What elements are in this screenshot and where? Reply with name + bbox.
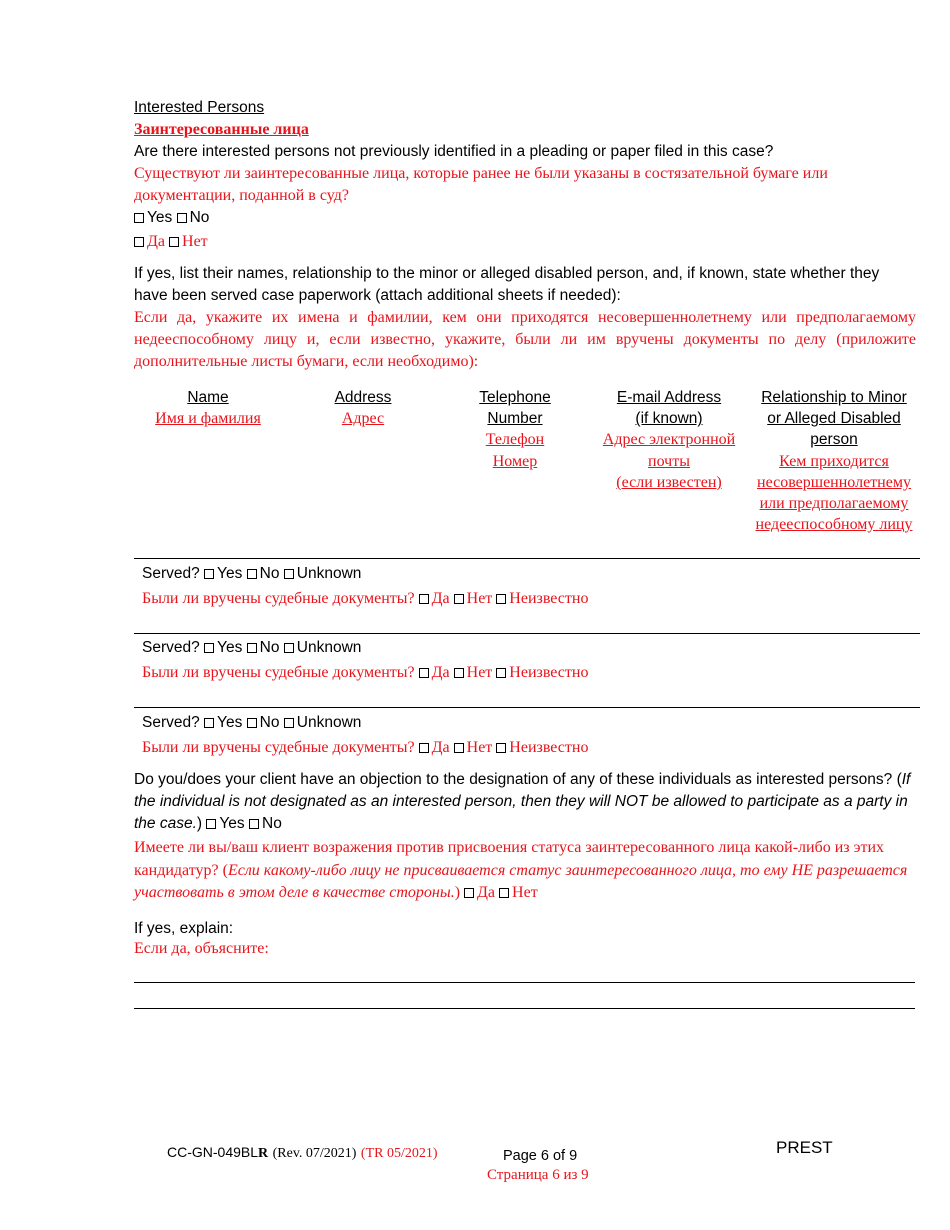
served-2-yes-checkbox[interactable] (204, 643, 214, 653)
served-unknown-label: Unknown (296, 639, 362, 656)
q1-no-ru-checkbox[interactable] (169, 237, 179, 247)
col-name-ru: Имя и фамилия (155, 410, 261, 428)
served-1-unknown-checkbox[interactable] (284, 569, 294, 579)
prest-label: PREST (776, 1138, 833, 1157)
q1-no-label: No (189, 209, 210, 226)
col-email-en-1: E-mail Address (616, 389, 722, 406)
served-1-yes-ru-checkbox[interactable] (419, 594, 429, 604)
served-label: Served? (142, 565, 200, 582)
col-email-ru-2: почты (648, 452, 690, 470)
served-unknown-ru-label: Неизвестно (509, 739, 589, 756)
entry-row-1-line[interactable] (134, 558, 920, 559)
served-3-yes-ru-checkbox[interactable] (419, 743, 429, 753)
q1-yes-ru-label: Да (147, 233, 166, 250)
served-no-label: No (259, 639, 280, 656)
served-yes-ru-label: Да (431, 590, 450, 607)
served-row-3-ru (142, 736, 916, 760)
section-title-ru: Заинтересованные лица (134, 121, 309, 138)
q1-no-checkbox[interactable] (177, 213, 187, 223)
form-suffix: R (258, 1146, 269, 1161)
col-relationship-en-3: person (810, 431, 858, 449)
q1-options-ru (134, 231, 916, 253)
q1-text-ru: Существуют ли заинтересованные лица, которые ранее не были указаны в состязательной бумаге или документации, поданной в суд? (134, 165, 828, 204)
served-3-yes-checkbox[interactable] (204, 718, 214, 728)
served-row-3-en (142, 711, 916, 735)
q1-yes-label: Yes (147, 209, 173, 226)
served-unknown-ru-label: Неизвестно (509, 590, 589, 607)
served-no-ru-label: Нет (466, 664, 493, 681)
objection-no-ru-checkbox[interactable] (499, 888, 509, 898)
objection-yes-ru-label: Да (477, 884, 496, 901)
col-relationship-ru-4: недееспособному лицу (755, 516, 913, 534)
served-3-unknown-ru-checkbox[interactable] (496, 743, 506, 753)
objection-text-ru (134, 837, 916, 905)
objection-yes-ru-checkbox[interactable] (464, 888, 474, 898)
column-header-address (300, 387, 426, 429)
col-email-ru-3: (если известен) (616, 473, 722, 491)
list-instructions-en: If yes, list their names, relationship to the minor or alleged disabled person, and, if known, state whether they have been served case paperwork (attach additional sheets if needed): (134, 265, 880, 304)
q1-yes-ru-checkbox[interactable] (134, 237, 144, 247)
objection-main-ru: Имеете ли вы/ваш клиент возражения против присвоения статуса заинтересованного лица какой-либо из этих кандидатур? ( (134, 839, 885, 879)
served-row-2-ru (142, 661, 916, 685)
form-id (167, 1143, 438, 1163)
served-unknown-label: Unknown (296, 714, 362, 731)
served-yes-label: Yes (217, 565, 243, 582)
column-header-relationship (748, 387, 920, 535)
explain-label-ru: Если да, объясните: (134, 940, 269, 957)
section-title-en: Interested Persons (134, 99, 265, 116)
objection-close-en: ) (196, 815, 203, 832)
col-email-en-2: (if known) (635, 410, 703, 428)
served-no-ru-label: Нет (466, 590, 493, 607)
objection-no-label: No (262, 815, 282, 832)
served-row-1-en (142, 562, 916, 586)
form-code: CC-GN-049BL (167, 1144, 259, 1160)
served-2-no-checkbox[interactable] (247, 643, 257, 653)
col-telephone-en-1: Telephone (479, 389, 551, 406)
explain-line-2[interactable] (134, 1008, 915, 1009)
explain-label-en: If yes, explain: (134, 920, 234, 937)
col-telephone-ru-1: Телефон (485, 431, 545, 449)
served-2-unknown-checkbox[interactable] (284, 643, 294, 653)
objection-italic-en: If the individual is not designated as an interested person, then they will NOT be allowed to participate as a party in the case. (134, 771, 911, 832)
objection-text-en (134, 769, 916, 835)
q1-options-en (134, 207, 916, 229)
served-3-no-checkbox[interactable] (247, 718, 257, 728)
served-1-no-checkbox[interactable] (247, 569, 257, 579)
served-3-no-ru-checkbox[interactable] (454, 743, 464, 753)
served-label-ru: Были ли вручены судебные документы? (142, 739, 415, 756)
served-label: Served? (142, 714, 200, 731)
objection-no-checkbox[interactable] (249, 819, 259, 829)
col-email-ru-1: Адрес электронной (602, 431, 736, 449)
served-3-unknown-checkbox[interactable] (284, 718, 294, 728)
served-no-label: No (259, 714, 280, 731)
form-tr: (TR 05/2021) (360, 1146, 438, 1161)
col-relationship-ru-1: Кем приходится (779, 452, 889, 470)
q1-text-en: Are there interested persons not previously identified in a pleading or paper filed in this case? (134, 143, 774, 160)
objection-no-ru-label: Нет (512, 884, 538, 901)
served-unknown-ru-label: Неизвестно (509, 664, 589, 681)
objection-yes-checkbox[interactable] (206, 819, 216, 829)
served-yes-label: Yes (217, 639, 243, 656)
served-no-label: No (259, 565, 280, 582)
served-2-yes-ru-checkbox[interactable] (419, 668, 429, 678)
objection-yes-label: Yes (219, 815, 245, 832)
served-yes-ru-label: Да (431, 664, 450, 681)
list-instructions-ru: Если да, укажите их имена и фамилии, кем они приходятся несовершеннолетнему или предполагаемому недееспособному лицу и, если известно, укажите, были ли им вручены документы по делу (приложите дополнительные листы бумаги, если необходимо): (134, 309, 916, 370)
served-yes-ru-label: Да (431, 739, 450, 756)
col-relationship-en-2: or Alleged Disabled (767, 410, 901, 428)
objection-italic-ru: Если какому-либо лицу не присваивается статус заинтересованного лица, то ему НЕ разрешается участвовать в этом деле в качестве стороны. (134, 861, 908, 901)
served-1-yes-checkbox[interactable] (204, 569, 214, 579)
objection-close-ru: ) (454, 884, 461, 901)
served-2-unknown-ru-checkbox[interactable] (496, 668, 506, 678)
served-1-unknown-ru-checkbox[interactable] (496, 594, 506, 604)
col-name-en: Name (187, 389, 229, 406)
col-address-ru: Адрес (341, 410, 385, 428)
entry-row-3-line[interactable] (134, 707, 920, 708)
q1-yes-checkbox[interactable] (134, 213, 144, 223)
served-label: Served? (142, 639, 200, 656)
form-rev: (Rev. 07/2021) (272, 1146, 357, 1161)
page-number-en: Page 6 of 9 (503, 1148, 578, 1164)
column-header-email (592, 387, 746, 493)
served-2-no-ru-checkbox[interactable] (454, 668, 464, 678)
column-header-telephone (452, 387, 578, 472)
page-number-ru: Страница 6 из 9 (487, 1167, 589, 1183)
served-unknown-label: Unknown (296, 565, 362, 582)
served-no-ru-label: Нет (466, 739, 493, 756)
explain-line-1[interactable] (134, 982, 915, 983)
col-relationship-en-1: Relationship to Minor (761, 389, 907, 406)
served-row-2-en (142, 636, 916, 660)
col-telephone-ru-2: Номер (492, 452, 538, 470)
column-header-name (134, 387, 282, 429)
served-label-ru: Были ли вручены судебные документы? (142, 664, 415, 681)
col-address-en: Address (334, 389, 392, 406)
served-row-1-ru (142, 587, 916, 611)
served-1-no-ru-checkbox[interactable] (454, 594, 464, 604)
served-yes-label: Yes (217, 714, 243, 731)
q1-no-ru-label: Нет (182, 233, 208, 250)
col-relationship-ru-3: или предполагаемому (759, 495, 909, 513)
objection-main-en: Do you/does your client have an objection to the designation of any of these individuals as interested persons? ( (134, 771, 902, 788)
served-label-ru: Были ли вручены судебные документы? (142, 590, 415, 607)
col-relationship-ru-2: несовершеннолетнему (757, 473, 911, 491)
col-telephone-en-2: Number (487, 410, 543, 428)
entry-row-2-line[interactable] (134, 633, 920, 634)
